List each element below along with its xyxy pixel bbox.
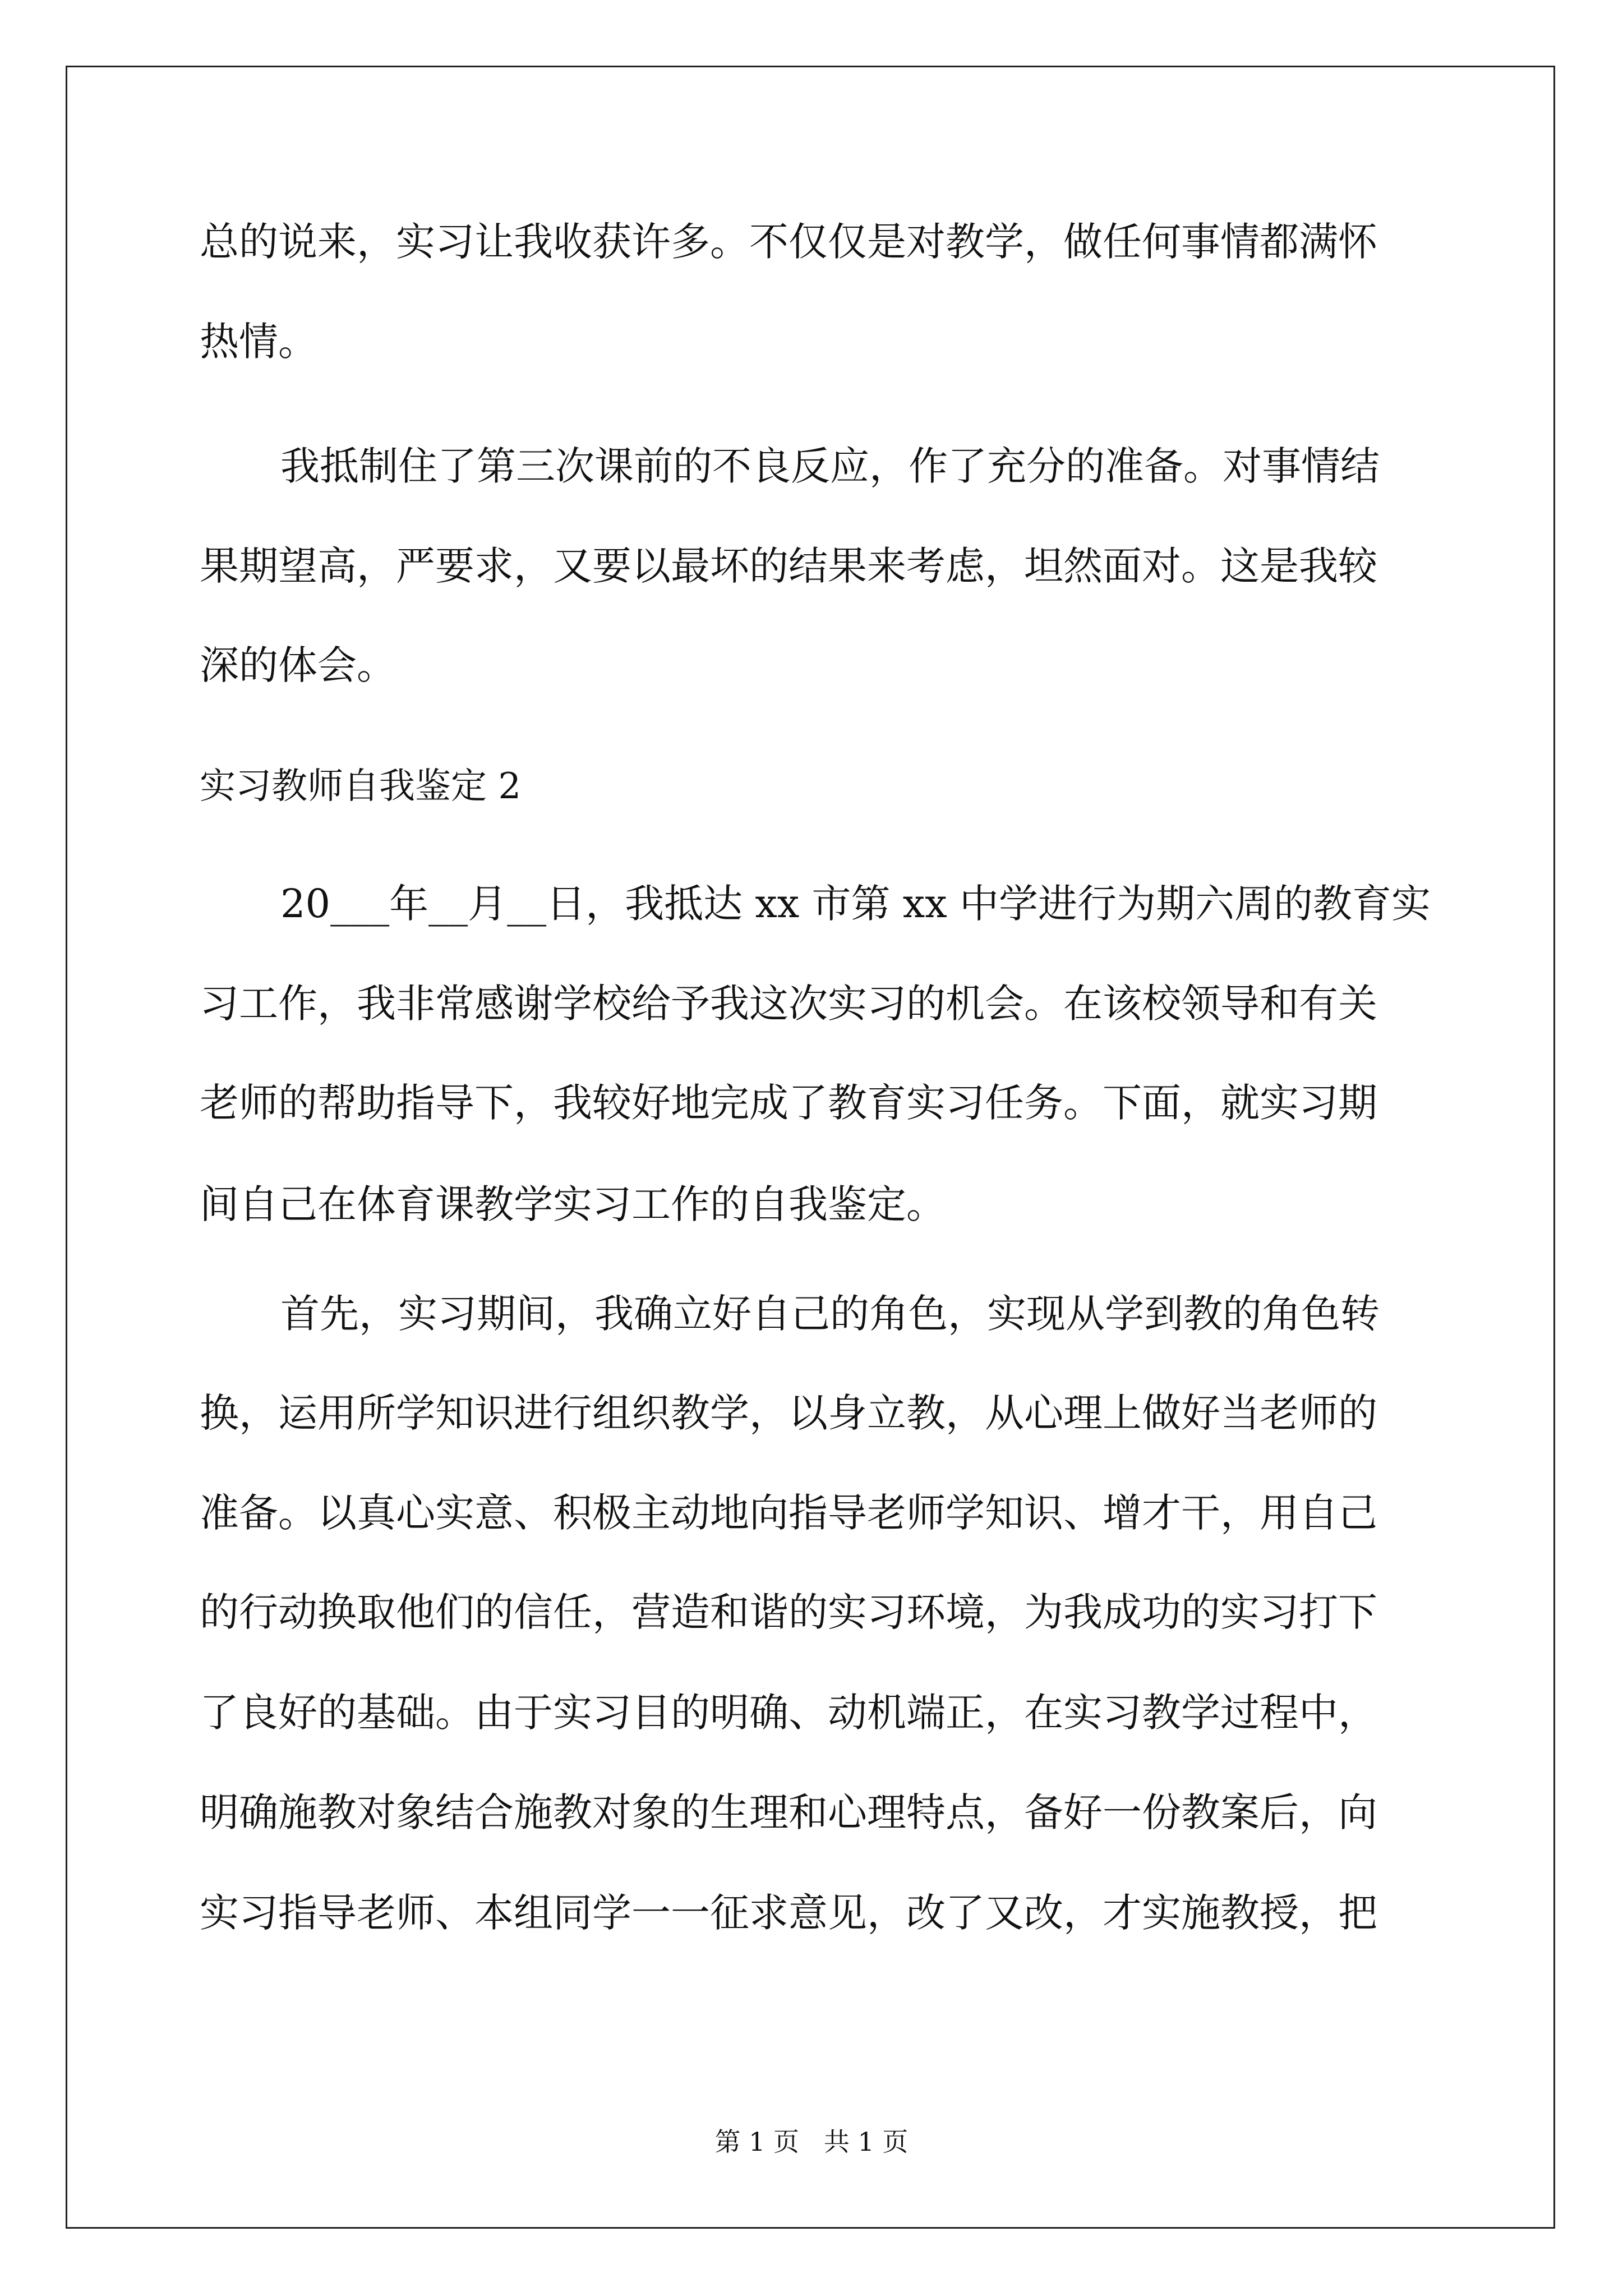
paragraph-4-line-1: 首先，实习期间，我确立好自己的角色，实现从学到教的角色转 bbox=[280, 1291, 1380, 1337]
paragraph-4-line-5: 了良好的基础。由于实习目的明确、动机端正，在实习教学过程中， bbox=[200, 1690, 1377, 1736]
paragraph-3-line-4: 间自己在体育课教学实习工作的自我鉴定。 bbox=[200, 1181, 946, 1227]
paragraph-3-line-1: 20___年__月__日，我抵达 xx 市第 xx 中学进行为期六周的教育实 bbox=[280, 881, 1431, 927]
section-heading: 实习教师自我鉴定 2 bbox=[200, 766, 522, 807]
paragraph-3-line-2: 习工作，我非常感谢学校给予我这次实习的机会。在该校领导和有关 bbox=[200, 981, 1377, 1027]
paragraph-4-line-7: 实习指导老师、本组同学一一征求意见，改了又改，才实施教授，把 bbox=[200, 1890, 1377, 1936]
page-footer: 第 1 页 共 1 页 bbox=[714, 2127, 909, 2157]
paragraph-4-line-3: 准备。以真心实意、积极主动地向指导老师学知识、增才干，用自己 bbox=[200, 1490, 1377, 1536]
paragraph-1-line-1: 总的说来，实习让我收获许多。不仅仅是对教学，做任何事情都满怀 bbox=[200, 219, 1377, 265]
paragraph-4-line-6: 明确施教对象结合施教对象的生理和心理特点，备好一份教案后，向 bbox=[200, 1789, 1377, 1835]
paragraph-2-line-1: 我抵制住了第三次课前的不良反应，作了充分的准备。对事情结 bbox=[280, 443, 1380, 489]
paragraph-2-line-3: 深的体会。 bbox=[200, 642, 396, 688]
paragraph-4-line-2: 换，运用所学知识进行组织教学，以身立教，从心理上做好当老师的 bbox=[200, 1390, 1377, 1436]
paragraph-4-line-4: 的行动换取他们的信任，营造和谐的实习环境，为我成功的实习打下 bbox=[200, 1589, 1377, 1635]
paragraph-3-line-3: 老师的帮助指导下，我较好地完成了教育实习任务。下面，就实习期 bbox=[200, 1080, 1377, 1126]
paragraph-1-line-2: 热情。 bbox=[200, 319, 317, 365]
paragraph-2-line-2: 果期望高，严要求，又要以最坏的结果来考虑，坦然面对。这是我较 bbox=[200, 543, 1377, 589]
